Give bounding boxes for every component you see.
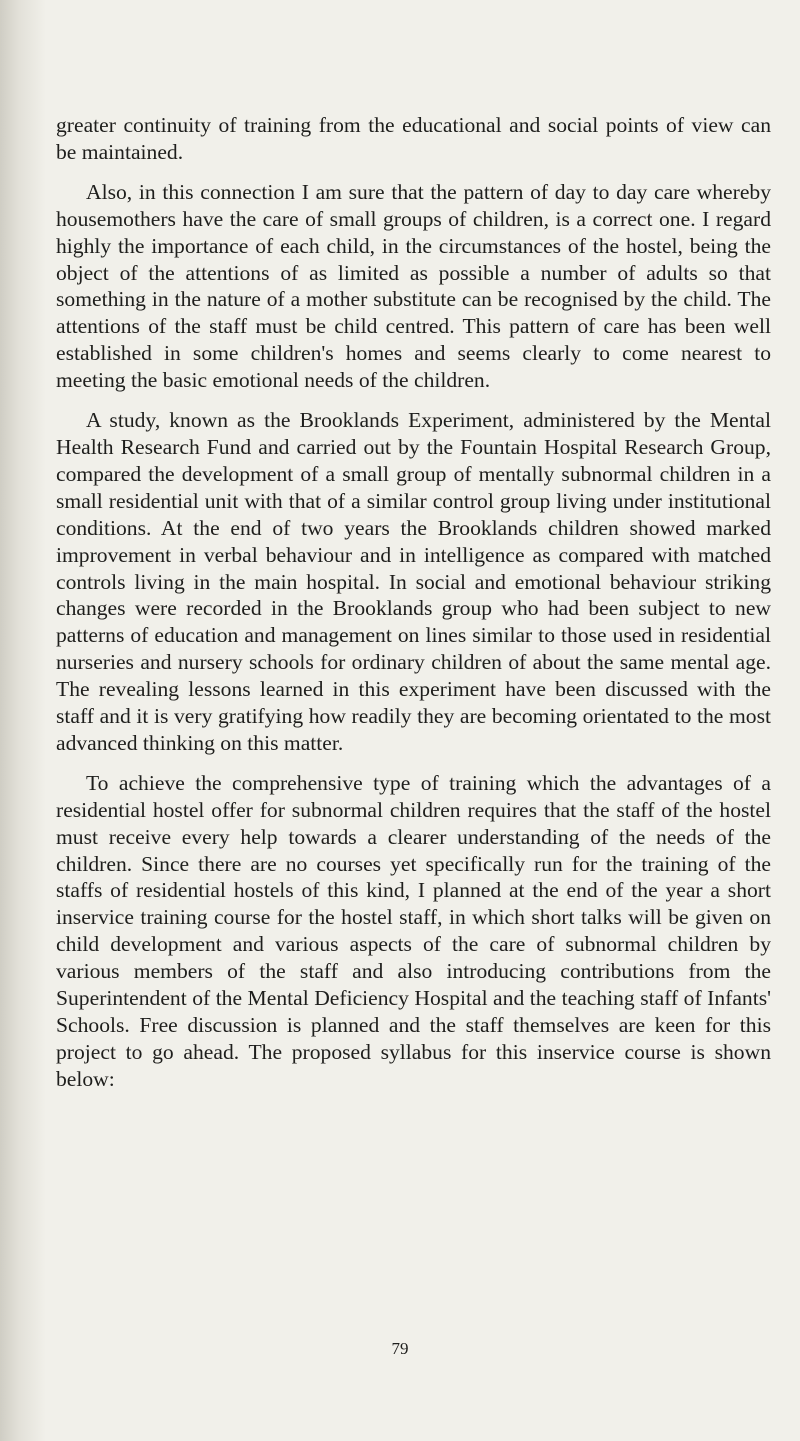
paragraph-brooklands-experiment: A study, known as the Brooklands Experiment, administered by the Mental Health Research Fund and carried out by the Fountain Hospital Research Group, compared the development of a small group of mentally subnormal children in a small residential unit with that of a similar control group living under institutional conditions. At the end of two years the Brooklands children showed marked improvement in verbal behaviour and in intelligence as compared with matched controls living in the main hospital. In social and emotional behaviour striking changes were recorded in the Brooklands group who had been subject to new patterns of education and management on lines similar to those used in residential nurseries and nursery schools for ordinary children of about the same mental age. The revealing lessons learned in this experiment have been discussed with the staff and it is very gratifying how readily they are becoming orientated to the most advanced thinking on this matter. xyxy=(56,408,771,755)
document-page xyxy=(56,112,771,1106)
paragraph-staff-training: To achieve the comprehensive type of training which the advantages of a residential hostel offer for subnormal children requires that the staff of the hostel must receive every help towards a clearer understanding of the needs of the children. Since there are no courses yet specifically run for the training of the staffs of residential hostels of this kind, I planned at the end of the year a short inservice training course for the hostel staff, in which short talks will be given on child development and various aspects of the care of subnormal children by various members of the staff and also introducing contributions from the Superintendent of the Mental Deficiency Hospital and the teaching staff of Infants' Schools. Free discussion is planned and the staff themselves are keen for this project to go ahead. The proposed syllabus for this inservice course is shown below: xyxy=(56,770,771,1091)
page-number: 79 xyxy=(391,1339,409,1358)
paragraph-day-care-pattern: Also, in this connection I am sure that the pattern of day to day care whereby housemothers have the care of small groups of children, is a correct one. I regard highly the importance of each child, in the circumstances of the hostel, being the object of the attentions of as limited as possible a number of adults so that something in the nature of a mother substitute can be recognised by the child. The attentions of the staff must be child centred. This pattern of care has been well established in some children's homes and seems clearly to come nearest to meeting the basic emotional needs of the children. xyxy=(56,179,771,393)
scan-edge-shadow xyxy=(0,0,46,1441)
paragraph-continuation: greater continuity of training from the educational and social points of view can be maintained. xyxy=(56,113,771,164)
